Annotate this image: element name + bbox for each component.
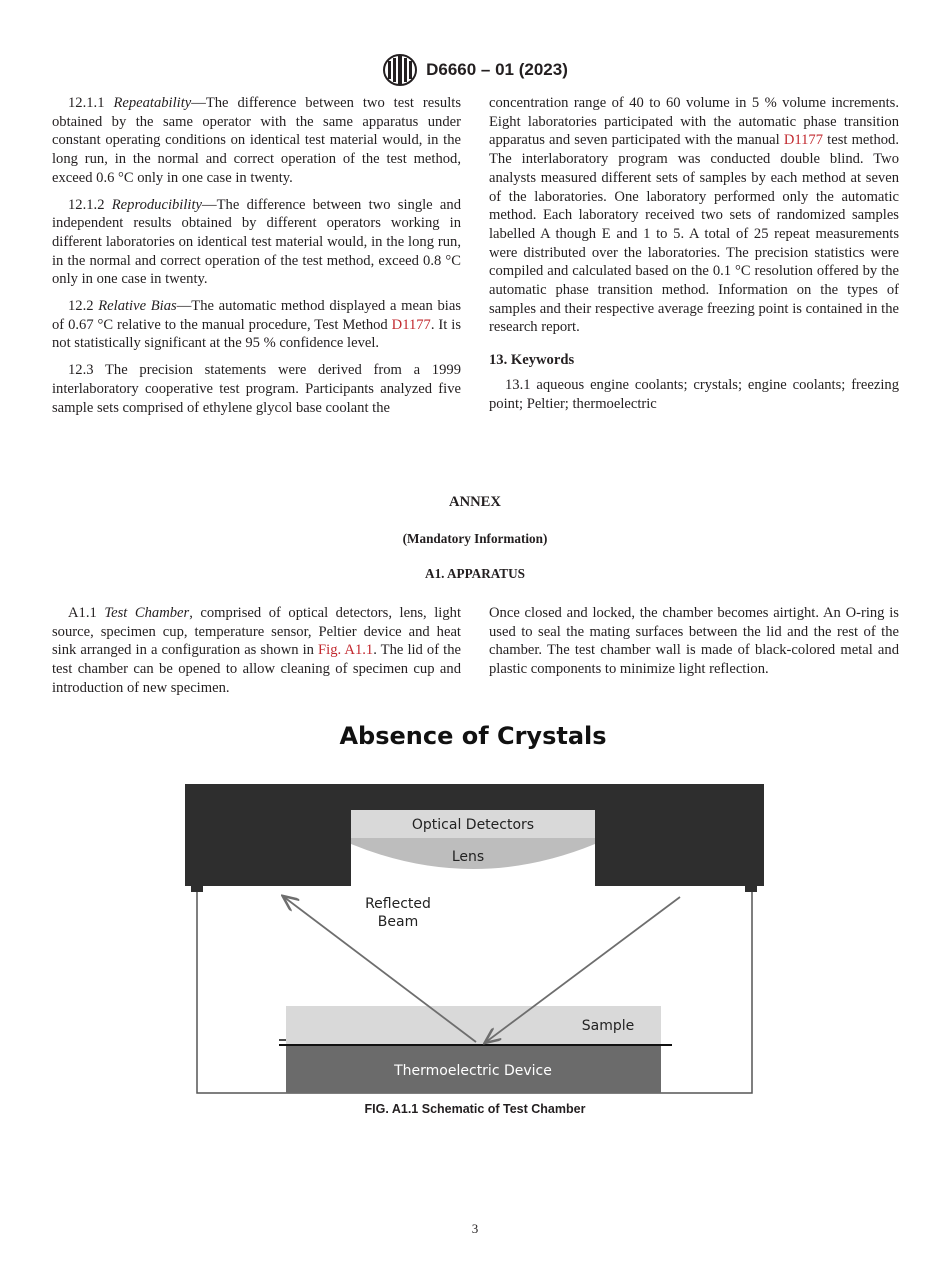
annex-title: ANNEX	[449, 494, 501, 510]
right-column-annex	[489, 604, 899, 679]
test-chamber-schematic	[180, 716, 770, 1100]
reference-link-d1177-2[interactable]: D1177	[783, 132, 824, 149]
figure-title: Absence of Crystals	[339, 722, 607, 750]
reflected-beam-label-2: Beam	[377, 914, 419, 930]
paragraph-12-1-1: 12.1.1 Repeatability—The difference between two test results obtained by the same operator with the same apparatus under constant operating conditions on identical test material would, in the long run, in the normal and correct operation of the test method, exceed 0.6 °C only in one case in twenty.	[52, 95, 461, 186]
reflected-beam-label-1: Reflected	[365, 896, 431, 912]
right-column-section-12-13	[489, 94, 899, 413]
annex-section-title: A1. APPARATUS	[425, 566, 525, 581]
paragraph-a1-1: A1.1 Test Chamber, comprised of optical detectors, lens, light source, specimen cup, temperature sensor, Peltier device and heat sink arranged in a configuration as shown in Fig. A1.1. The lid of the test chamber can be opened to allow cleaning of specimen cup and introduction of new specimen.	[52, 605, 461, 696]
keywords-paragraph: 13.1 aqueous engine coolants; crystals; engine coolants; freezing point; Peltier; thermoelectric	[489, 376, 899, 412]
reference-link-fig-a1-1[interactable]: Fig. A1.1	[318, 642, 374, 659]
keywords-heading: 13. Keywords	[489, 352, 575, 369]
left-column-section-12	[52, 94, 461, 417]
figure-caption: FIG. A1.1 Schematic of Test Chamber	[364, 1102, 586, 1116]
reference-link-d1177[interactable]: D1177	[391, 316, 431, 333]
thermoelectric-device-label: Thermoelectric Device	[394, 1063, 552, 1079]
document-id: D6660 – 01 (2023)	[426, 60, 568, 79]
lens-label: Lens	[451, 849, 485, 865]
left-column-annex	[52, 604, 461, 698]
paragraph-12-2: 12.2 Relative Bias—The automatic method displayed a mean bias of 0.67 °C relative to the manual procedure, Test Method D1177. It is not statistically significant at the 95 % confidence level.	[52, 298, 461, 352]
paragraph-12-3: 12.3 The precision statements were derived from a 1999 interlaboratory cooperative test program. Participants analyzed five sample sets comprised of ethylene glycol base coolant the	[52, 362, 461, 416]
annex-subtitle: (Mandatory Information)	[402, 531, 548, 546]
paragraph-12-3-continued: concentration range of 40 to 60 volume in 5 % volume increments. Eight laboratories participated with the automatic phase transition apparatus and seven participated with the manual D1177 test method. The interlaboratory program was conducted double blind. Two analysts measured different sets of samples by each method at seven of the laboratories. One laboratory performed only the automatic method. Each laboratory received two sets of randomized samples labelled A though E and 1 to 5. A total of 25 repeat measurements were distributed over the laboratories. The precision statistics were compiled and calculated based on the 0.1 °C resolution offered by the automatic phase transition method. Information on the types of samples and their respective average freezing point is contained in the research report.	[489, 95, 899, 336]
sample-label: Sample	[581, 1018, 635, 1034]
page-header	[0, 52, 950, 88]
paragraph-a1-1-continued: Once closed and locked, the chamber becomes airtight. An O-ring is used to seal the mating surfaces between the lid and the rest of the chamber. The test chamber wall is made of black-colored metal and plastic components to minimize light reflection.	[489, 605, 899, 678]
optical-detectors-label: Optical Detectors	[411, 817, 535, 833]
page-number: 3	[471, 1221, 479, 1236]
astm-logo-icon	[382, 53, 418, 87]
paragraph-12-1-2: 12.1.2 Reproducibility—The difference between two single and independent results obtained by different operators working in different laboratories on identical test material would, in the long run, in the normal and correct operation of the test method, exceed 0.8 °C only in one case in twenty.	[52, 196, 461, 288]
lid-foot-right	[745, 884, 757, 892]
lid-foot-left	[191, 884, 203, 892]
